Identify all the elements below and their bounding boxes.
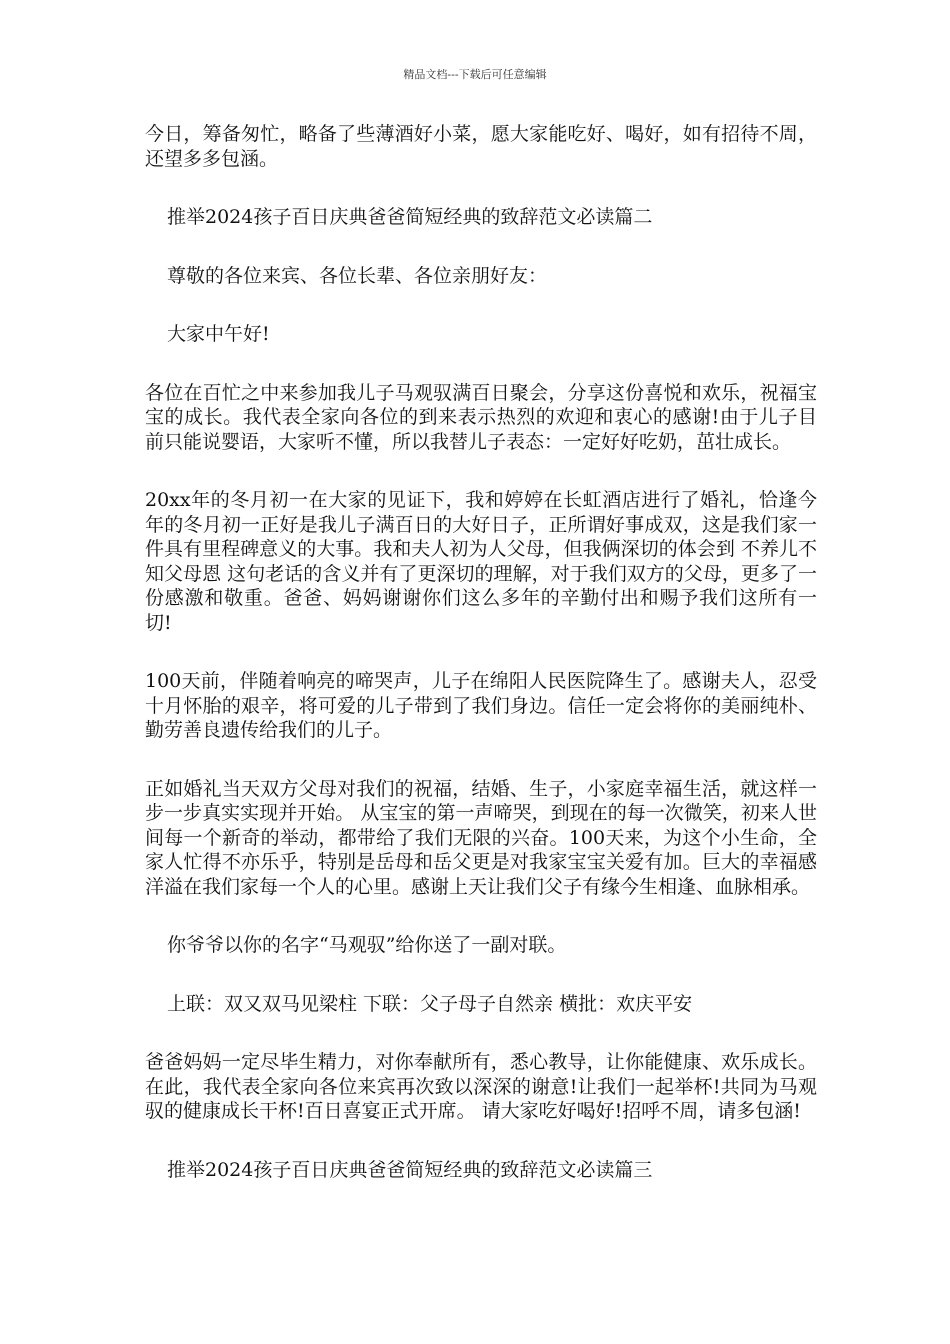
document-body bbox=[145, 122, 824, 1216]
paragraph-welcome: 各位在百忙之中来参加我儿子马观驭满百日聚会，分享这份喜悦和欢乐，祝福宝宝的成长。我代表全家向各位的到来表示热烈的欢迎和衷心的感谢!由于儿子目前只能说婴语，大家听不懂，所以我替儿子表态：一定好好吃奶，茁壮成长。 bbox=[145, 381, 817, 453]
paragraph-wedding-anniversary: 20xx年的冬月初一在大家的见证下，我和婷婷在长虹酒店进行了婚礼，恰逢今年的冬月初一正好是我儿子满百日的大好日子，正所谓好事成双，这是我们家一件具有里程碑意义的大事。我和夫人初为人父母，但我俩深切的体会到 不养儿不知父母恩 这句老话的含义并有了更深切的理解，对于我们双方的父母，更多了一份感激和敬重。爸爸、妈妈谢谢你们这么多年的辛勤付出和赐予我们这所有一切! bbox=[145, 489, 817, 634]
paragraph-birth: 100天前，伴随着响亮的啼哭声，儿子在绵阳人民医院降生了。感谢夫人，忍受十月怀胎的艰辛，将可爱的儿子带到了我们身边。信任一定会将你的美丽纯朴、勤劳善良遗传给我们的儿子。 bbox=[145, 670, 817, 741]
greeting: 大家中午好! bbox=[167, 323, 270, 345]
paragraph-couplet-intro: 你爷爷以你的名字“马观驭”给你送了一副对联。 bbox=[167, 934, 567, 956]
section-heading-part-two: 推举2024孩子百日庆典爸爸简短经典的致辞范文必读篇二 bbox=[167, 206, 653, 228]
paragraph-toast: 爸爸妈妈一定尽毕生精力，对你奉献所有，悉心教导，让你能健康、欢乐成长。 在此，我代表全家向各位来宾再次致以深深的谢意!让我们一起举杯!共同为马观驭的健康成长干杯!百日喜宴正式开席。 请大家吃好喝好!招呼不周，请多包涵! bbox=[145, 1051, 824, 1122]
paragraph-family-happiness: 正如婚礼当天双方父母对我们的祝福，结婚、生子，小家庭幸福生活，就这样一步一步真实实现并开始。 从宝宝的第一声啼哭，到现在的每一次微笑，初来人世间每一个新奇的举动，都带给了我们无限的兴奋。100天来，为这个小生命，全家人忙得不亦乐乎，特别是岳母和岳父更是对我家宝宝关爱有加。巨大的幸福感洋溢在我们家每一个人的心里。感谢上天让我们父子有缘今生相逢、血脉相承。 bbox=[145, 777, 817, 898]
paragraph-closing-remarks: 今日，筹备匆忙，略备了些薄酒好小菜，愿大家能吃好、喝好，如有招待不周，还望多多包涵。 bbox=[145, 123, 817, 170]
paragraph-couplet: 上联：双又双马见梁柱 下联：父子母子自然亲 横批：欢庆平安 bbox=[167, 992, 693, 1015]
page-header: 精品文档---下载后可任意编辑 bbox=[403, 68, 547, 81]
section-heading-part-three: 推举2024孩子百日庆典爸爸简短经典的致辞范文必读篇三 bbox=[167, 1158, 653, 1181]
salutation: 尊敬的各位来宾、各位长辈、各位亲朋好友： bbox=[167, 264, 548, 287]
